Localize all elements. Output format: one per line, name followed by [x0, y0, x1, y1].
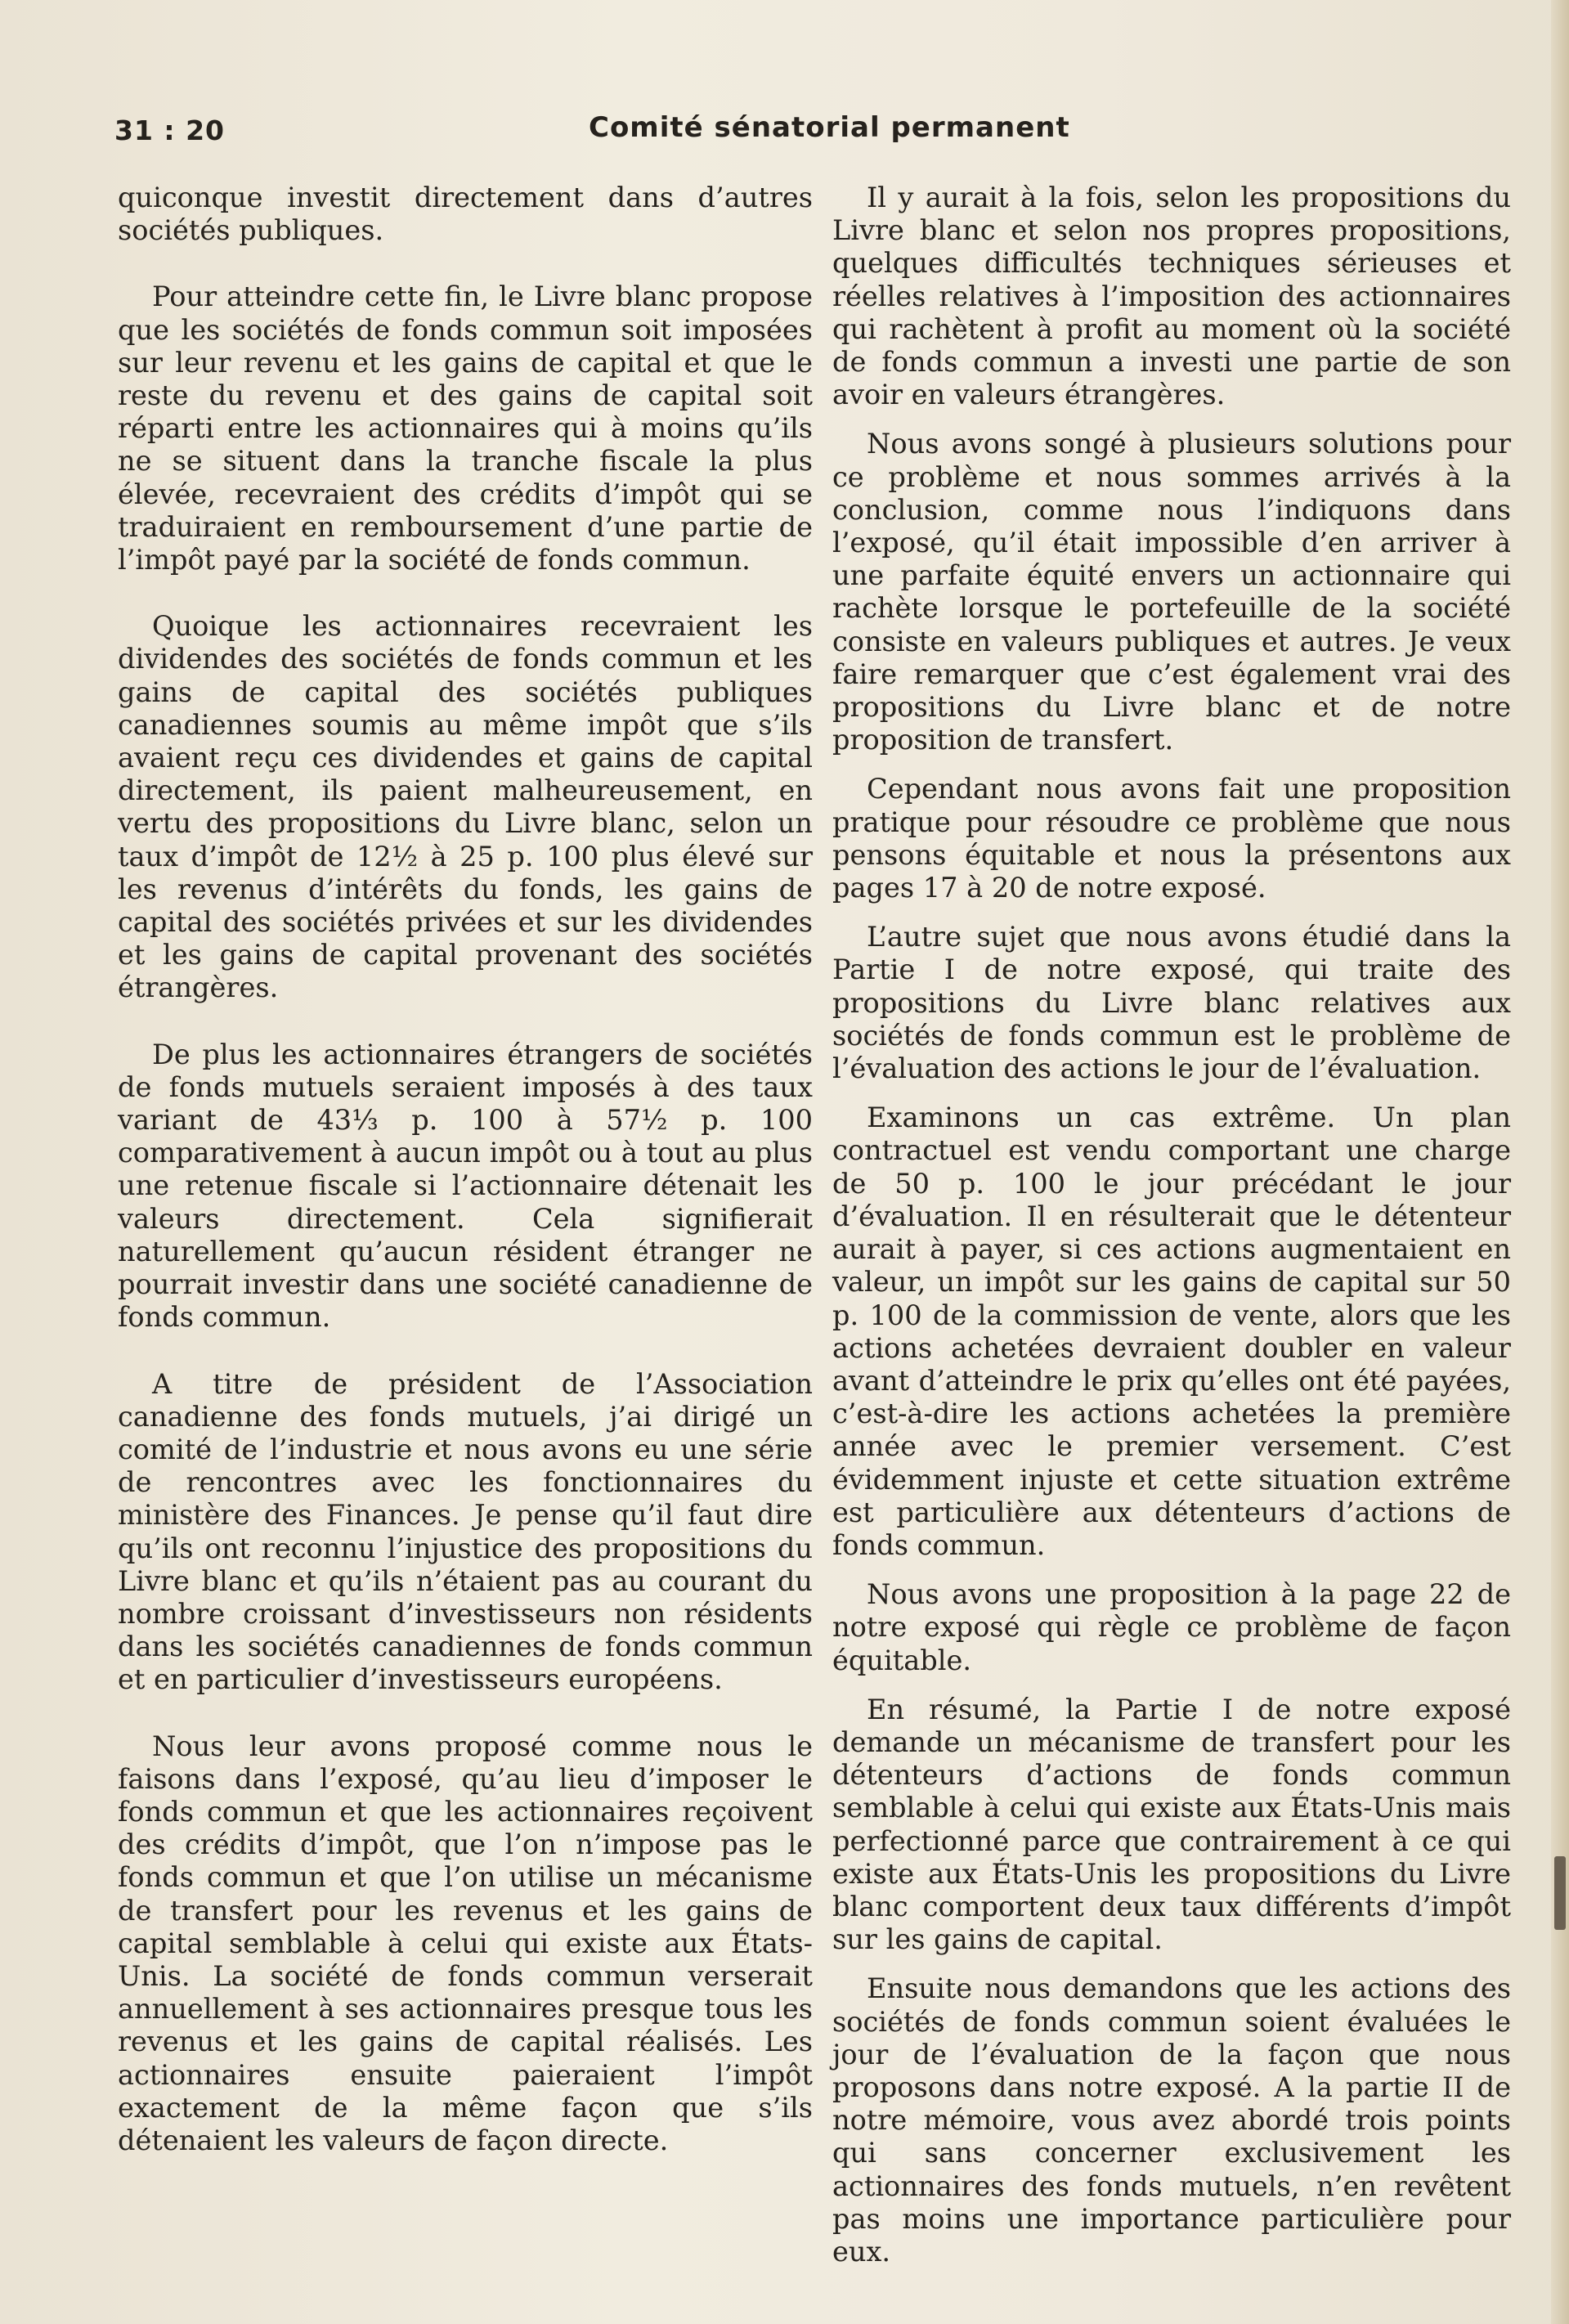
running-title: Comité sénatorial permanent — [589, 111, 1070, 144]
paragraph: Cependant nous avons fait une proposition pratique pour résoudre ce problème que nous pensons équitable et nous la présentons aux pages 17 à 20 de notre exposé. — [832, 773, 1511, 904]
paragraph: L’autre sujet que nous avons étudié dans la Partie I de notre exposé, qui traite des propositions du Livre blanc relatives aux sociétés de fonds commun est le problème de l’évaluation des actions le jour de l’évaluation. — [832, 921, 1511, 1085]
paragraph: A titre de président de l’Association canadienne des fonds mutuels, j’ai dirigé un comité de l’industrie et nous avons eu une série de rencontres avec les fonctionnaires du ministère des Finances. Je pense qu’il faut dire qu’ils ont reconnu l’injustice des propositions du Livre blanc et qu’ils n’étaient pas au courant du nombre croissant d’investisseurs non résidents dans les sociétés canadiennes de fonds commun et en particulier d’investisseurs européens. — [118, 1367, 813, 1696]
paragraph: Examinons un cas extrême. Un plan contractuel est vendu comportant une charge de 50 p. 100 le jour précédant le jour d’évaluation. Il en résulterait que le détenteur aurait à payer, si ces actions augmentaient en valeur, un impôt sur les gains de capital sur 50 p. 100 de la commission de vente, alors que les actions achetées devraient doubler en valeur avant d’atteindre le prix qu’elles ont été payées, c’est-à-dire les actions achetées la première année avec le premier versement. C’est évidemment injuste et cette situation extrême est particulière aux détenteurs d’actions de fonds commun. — [832, 1101, 1511, 1561]
paragraph: Nous avons une proposition à la page 22 de notre exposé qui règle ce problème de façon équitable. — [832, 1578, 1511, 1676]
page-edge — [1551, 0, 1569, 2324]
right-column — [832, 182, 1511, 2285]
page-number: 31 : 20 — [114, 114, 226, 146]
paragraph: Pour atteindre cette fin, le Livre blanc propose que les sociétés de fonds commun soit imposées sur leur revenu et les gains de capital et que le reste du revenu et des gains de capital soit réparti entre les actionnaires qui à moins qu’ils ne se situent dans la tranche fiscale la plus élevée, recevraient des crédits d’impôt qui se traduiraient en remboursement d’une partie de l’impôt payé par la société de fonds commun. — [118, 280, 813, 577]
paragraph: Ensuite nous demandons que les actions des sociétés de fonds commun soient évaluées le jour de l’évaluation de la façon que nous proposons dans notre exposé. A la partie II de notre mémoire, vous avez abordé trois points qui sans concerner exclusivement les actionnaires des fonds mutuels, n’en revêtent pas moins une importance particulière pour eux. — [832, 1972, 1511, 2268]
paragraph: De plus les actionnaires étrangers de sociétés de fonds mutuels seraient imposés à des taux variant de 43⅓ p. 100 à 57½ p. 100 comparativement à aucun impôt ou à tout au plus une retenue fiscale si l’actionnaire détenait les valeurs directement. Cela signifierait naturellement qu’aucun résident étranger ne pourrait investir dans une société canadienne de fonds commun. — [118, 1038, 813, 1334]
page-header — [114, 106, 1521, 155]
left-column — [118, 182, 813, 2191]
paragraph: quiconque investit directement dans d’autres sociétés publiques. — [118, 182, 813, 247]
page-edge-mark — [1554, 1856, 1566, 1930]
paragraph: Il y aurait à la fois, selon les propositions du Livre blanc et selon nos propres propositions, quelques difficultés techniques sérieuses et réelles relatives à l’imposition des actionnaires qui rachètent à profit au moment où la société de fonds commun a investi une partie de son avoir en valeurs étrangères. — [832, 182, 1511, 411]
paragraph: En résumé, la Partie I de notre exposé demande un mécanisme de transfert pour les détenteurs d’actions de fonds commun semblable à celui qui existe aux États-Unis mais perfectionné parce que contrairement à ce qui existe aux États-Unis les propositions du Livre blanc comportent deux taux différents d’impôt sur les gains de capital. — [832, 1693, 1511, 1956]
paragraph: Nous avons songé à plusieurs solutions pour ce problème et nous sommes arrivés à la conclusion, comme nous l’indiquons dans l’exposé, qu’il était impossible d’en arriver à une parfaite équité envers un actionnaire qui rachète lorsque le portefeuille de la société consiste en valeurs publiques et autres. Je veux faire remarquer que c’est également vrai des propositions du Livre blanc et de notre proposition de transfert. — [832, 428, 1511, 756]
paragraph: Nous leur avons proposé comme nous le faisons dans l’exposé, qu’au lieu d’imposer le fonds commun et que les actionnaires reçoivent des crédits d’impôt, que l’on n’impose pas le fonds commun et que l’on utilise un mécanisme de transfert pour les revenus et les gains de capital semblable à celui qui existe aux États-Unis. La société de fonds commun verserait annuellement à ses actionnaires presque tous les revenus et les gains de capital réalisés. Les actionnaires ensuite paieraient l’impôt exactement de la même façon que s’ils détenaient les valeurs de façon directe. — [118, 1730, 813, 2156]
paragraph: Quoique les actionnaires recevraient les dividendes des sociétés de fonds commun et les gains de capital des sociétés publiques canadiennes soumis au même impôt que s’ils avaient reçu ces dividendes et gains de capital directement, ils paient malheureusement, en vertu des propositions du Livre blanc, selon un taux d’impôt de 12½ à 25 p. 100 plus élevé sur les revenus d’intérêts du fonds, les gains de capital des sociétés privées et sur les dividendes et les gains de capital provenant des sociétés étrangères. — [118, 610, 813, 1004]
